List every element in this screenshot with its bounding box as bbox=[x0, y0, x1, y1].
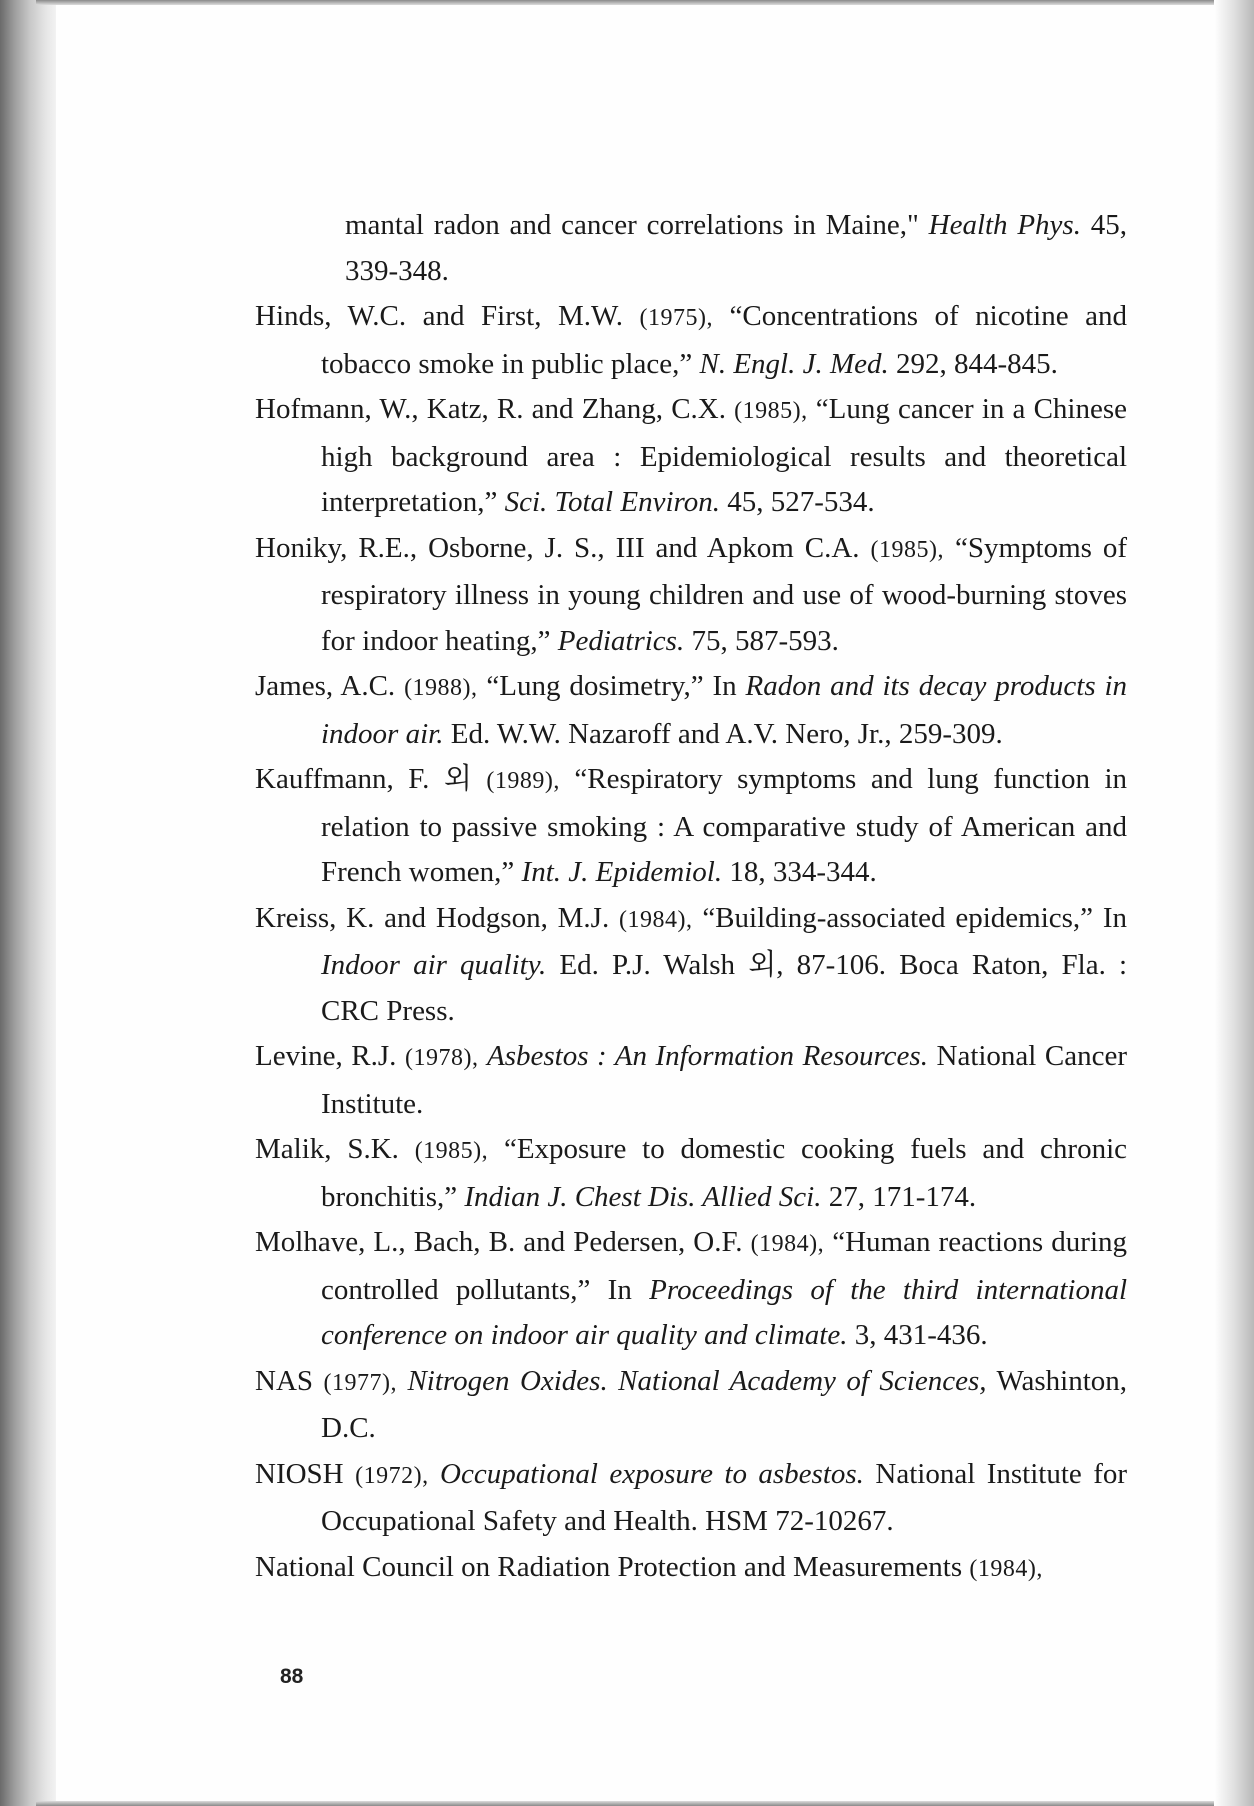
reference-year: (1985), bbox=[734, 398, 808, 424]
reference-title: “Building-associated epidemics,” In bbox=[702, 901, 1127, 934]
reference-journal: Radon and its decay products in indoor air. bbox=[321, 670, 1128, 750]
reference-authors: Hinds, W.C. and First, M.W. bbox=[255, 300, 623, 332]
reference-authors: Kreiss, K. and Hodgson, M.J. bbox=[255, 901, 610, 934]
reference-year: (1984), bbox=[619, 906, 693, 933]
reference-entry bbox=[255, 1359, 1127, 1452]
reference-year: (1989), bbox=[486, 768, 560, 794]
reference-journal: Occupational exposure to asbestos. bbox=[440, 1457, 864, 1490]
reference-year: (1972), bbox=[355, 1462, 429, 1489]
reference-year: (1988), bbox=[404, 675, 478, 701]
reference-journal: N. Engl. J. Med. bbox=[699, 347, 889, 380]
reference-continuation bbox=[255, 203, 1127, 294]
reference-title: “Exposure to domestic cooking fuels and chronic bronchitis,” bbox=[321, 1133, 1128, 1213]
book-bottom-edge bbox=[36, 1801, 1218, 1806]
reference-tail: 18, 334-344. bbox=[729, 856, 877, 888]
reference-year: (1985), bbox=[870, 536, 944, 563]
reference-entry bbox=[255, 1220, 1127, 1359]
reference-title: “Respiratory symptoms and lung function in relation to passive smoking : A comparative study of American and French women,” bbox=[321, 763, 1128, 888]
reference-entry bbox=[255, 526, 1127, 665]
page-number: 88 bbox=[280, 1665, 304, 1688]
page-shadow bbox=[1214, 0, 1254, 1806]
reference-authors: Hofmann, W., Katz, R. and Zhang, C.X. bbox=[255, 393, 726, 425]
reference-entry bbox=[255, 387, 1127, 526]
reference-authors: Malik, S.K. bbox=[255, 1133, 399, 1165]
reference-authors: mantal radon and cancer correlations in Maine," bbox=[345, 209, 919, 241]
reference-journal: Sci. Total Environ. bbox=[504, 486, 720, 518]
reference-authors: Molhave, L., Bach, B. and Pedersen, O.F. bbox=[255, 1226, 743, 1258]
reference-tail: Ed. P.J. Walsh 외, 87-106. Boca Raton, Fla. : CRC Press. bbox=[321, 949, 1128, 1027]
reference-authors: Honiky, R.E., Osborne, J. S., III and Apkom C.A. bbox=[255, 531, 860, 564]
reference-authors: National Council on Radiation Protection and Measurements bbox=[255, 1550, 963, 1583]
reference-journal: Asbestos : An Information Resources. bbox=[487, 1040, 928, 1072]
reference-title: “Concentrations of nicotine and tobacco smoke in public place,” bbox=[321, 300, 1128, 380]
reference-journal: Indoor air quality. bbox=[321, 949, 547, 981]
reference-authors: NAS bbox=[255, 1364, 314, 1397]
reference-title: “Symptoms of respiratory illness in young children and use of wood-burning stoves for indoor heating,” bbox=[321, 531, 1128, 657]
reference-tail: 3, 431-436. bbox=[854, 1319, 988, 1351]
reference-year: (1985), bbox=[414, 1138, 489, 1164]
reference-title: “Lung cancer in a Chinese high background area : Epidemiological results and theoretical interpretation,” bbox=[321, 393, 1127, 518]
reference-entry bbox=[255, 1545, 1127, 1593]
reference-tail: 292, 844-845. bbox=[896, 347, 1058, 380]
reference-title: “Human reactions during controlled pollutants,” In bbox=[321, 1226, 1128, 1306]
reference-title: “Lung dosimetry,” In bbox=[486, 670, 737, 702]
book-spine-edge bbox=[0, 0, 56, 1806]
reference-tail: 27, 171-174. bbox=[828, 1180, 977, 1213]
reference-journal: Pediatrics. bbox=[557, 624, 685, 657]
reference-year: (1978), bbox=[404, 1045, 479, 1071]
reference-entry bbox=[255, 1034, 1127, 1127]
reference-journal: Proceedings of the third international conference on indoor air quality and climate. bbox=[321, 1273, 1127, 1351]
reference-authors: Kauffmann, F. 외 bbox=[255, 763, 472, 795]
reference-authors: NIOSH bbox=[255, 1457, 344, 1490]
reference-entry bbox=[255, 1127, 1127, 1220]
reference-year: (1975), bbox=[639, 305, 713, 331]
reference-tail: National Cancer Institute. bbox=[321, 1040, 1128, 1120]
reference-authors: Levine, R.J. bbox=[255, 1040, 397, 1072]
reference-entry bbox=[255, 294, 1127, 387]
reference-tail: 75, 587-593. bbox=[691, 624, 839, 657]
reference-year: (1977), bbox=[323, 1369, 397, 1396]
reference-journal: Health Phys. bbox=[928, 209, 1081, 241]
reference-year: (1984), bbox=[750, 1231, 825, 1257]
reference-journal: Int. J. Epidemiol. bbox=[521, 856, 723, 888]
reference-authors: James, A.C. bbox=[255, 670, 396, 702]
reference-entry bbox=[255, 664, 1127, 757]
reference-tail: 45, 339-348. bbox=[345, 209, 1128, 287]
reference-entry bbox=[255, 896, 1127, 1035]
reference-journal: Nitrogen Oxides. National Academy of Sciences, bbox=[407, 1364, 987, 1397]
reference-tail: National Institute for Occupational Safety and Health. HSM 72-10267. bbox=[321, 1457, 1128, 1537]
reference-tail: 45, 527-534. bbox=[727, 486, 875, 518]
reference-list bbox=[255, 203, 1127, 1592]
reference-year: (1984), bbox=[969, 1555, 1043, 1582]
reference-tail: Washinton, D.C. bbox=[321, 1364, 1128, 1444]
reference-entry bbox=[255, 757, 1127, 896]
reference-journal: Indian J. Chest Dis. Allied Sci. bbox=[464, 1180, 822, 1213]
reference-entry bbox=[255, 1452, 1127, 1545]
reference-tail: Ed. W.W. Nazaroff and A.V. Nero, Jr., 259-309. bbox=[450, 717, 1003, 750]
